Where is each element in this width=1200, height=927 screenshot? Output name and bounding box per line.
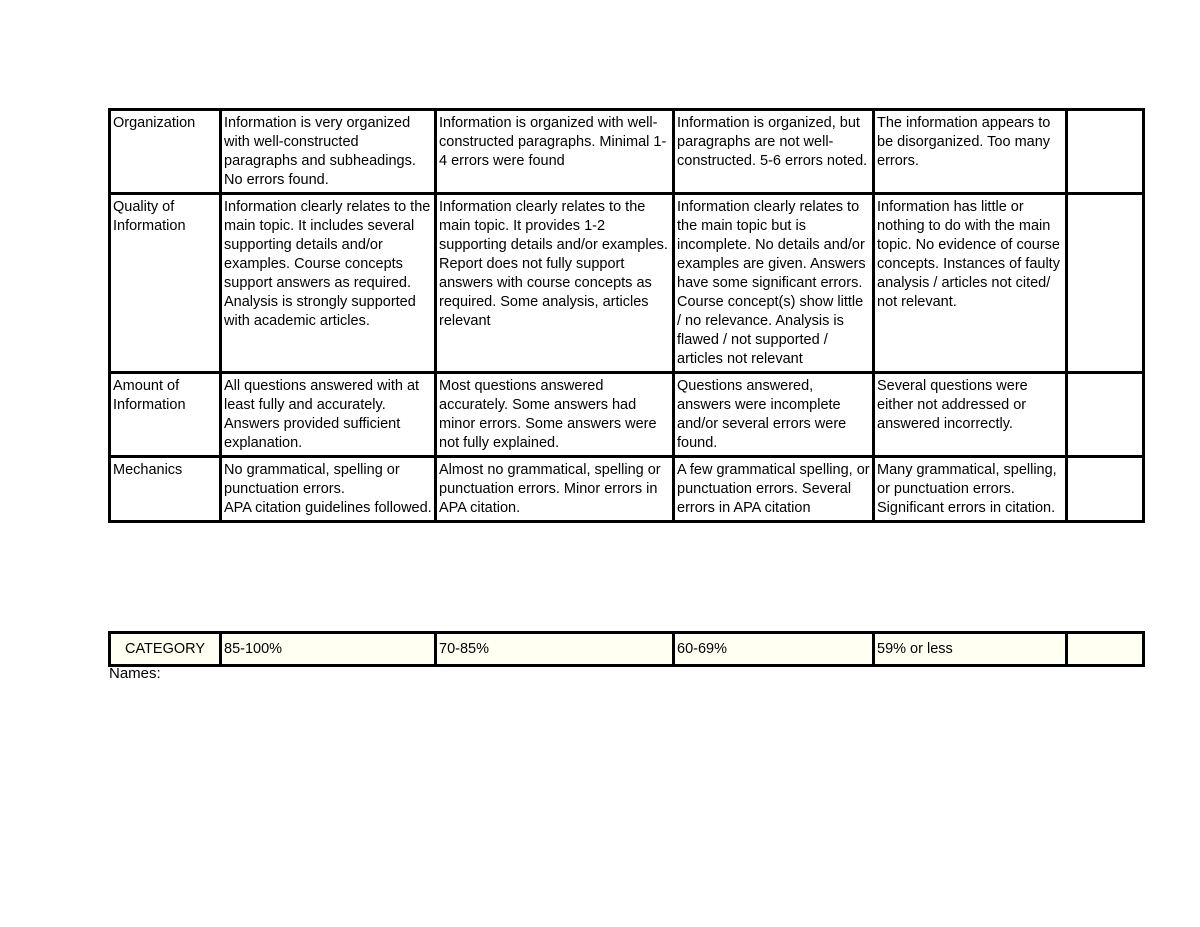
- score-header: [1067, 633, 1144, 666]
- fair-cell: A few grammatical spelling, or punctuation errors. Several errors in APA citation: [674, 457, 874, 522]
- category-cell: Mechanics: [110, 457, 221, 522]
- category-header: CATEGORY: [110, 633, 221, 666]
- score-cell: [1067, 110, 1144, 194]
- poor-cell: Information has little or nothing to do with the main topic. No evidence of course concepts. Instances of faulty analysis / articles not cited/ not relevant.: [874, 194, 1067, 373]
- excellent-cell: Information is very organized with well-constructed paragraphs and subheadings. No errors found.: [221, 110, 436, 194]
- excellent-cell: All questions answered with at least fully and accurately. Answers provided sufficient explanation.: [221, 373, 436, 457]
- fair-cell: Information clearly relates to the main topic but is incomplete. No details and/or examples are given. Answers have some significant errors. Course concept(s) show little / no relevance. Analysis is flawed / not supported / articles not relevant: [674, 194, 874, 373]
- good-cell: Almost no grammatical, spelling or punctuation errors. Minor errors in APA citation.: [436, 457, 674, 522]
- excellent-range: 85-100%: [221, 633, 436, 666]
- good-cell: Most questions answered accurately. Some answers had minor errors. Some answers were not fully explained.: [436, 373, 674, 457]
- table-row: [110, 110, 1144, 194]
- score-cell: [1067, 373, 1144, 457]
- category-cell: Organization: [110, 110, 221, 194]
- poor-cell: Several questions were either not addressed or answered incorrectly.: [874, 373, 1067, 457]
- category-cell: Amount of Information: [110, 373, 221, 457]
- table-row: [110, 373, 1144, 457]
- table-row: [110, 457, 1144, 522]
- excellent-cell: No grammatical, spelling or punctuation errors. APA citation guidelines followed.: [221, 457, 436, 522]
- grading-scale-table: [108, 631, 1145, 667]
- table-row: [110, 194, 1144, 373]
- score-cell: [1067, 194, 1144, 373]
- good-range: 70-85%: [436, 633, 674, 666]
- good-cell: Information is organized with well-constructed paragraphs. Minimal 1-4 errors were found: [436, 110, 674, 194]
- names-label: Names:: [109, 665, 161, 682]
- poor-cell: Many grammatical, spelling, or punctuation errors. Significant errors in citation.: [874, 457, 1067, 522]
- excellent-cell: Information clearly relates to the main topic. It includes several supporting details and/or examples. Course concepts support answers as required. Analysis is strongly supported with academic articles.: [221, 194, 436, 373]
- table-row: [110, 633, 1144, 666]
- score-cell: [1067, 457, 1144, 522]
- good-cell: Information clearly relates to the main topic. It provides 1-2 supporting details and/or examples. Report does not fully support answers with course concepts as required. Some analysis, articles relevant: [436, 194, 674, 373]
- poor-cell: The information appears to be disorganized. Too many errors.: [874, 110, 1067, 194]
- fair-cell: Questions answered, answers were incomplete and/or several errors were found.: [674, 373, 874, 457]
- category-cell: Quality of Information: [110, 194, 221, 373]
- poor-range: 59% or less: [874, 633, 1067, 666]
- fair-cell: Information is organized, but paragraphs are not well-constructed. 5-6 errors noted.: [674, 110, 874, 194]
- rubric-table: [108, 108, 1145, 523]
- fair-range: 60-69%: [674, 633, 874, 666]
